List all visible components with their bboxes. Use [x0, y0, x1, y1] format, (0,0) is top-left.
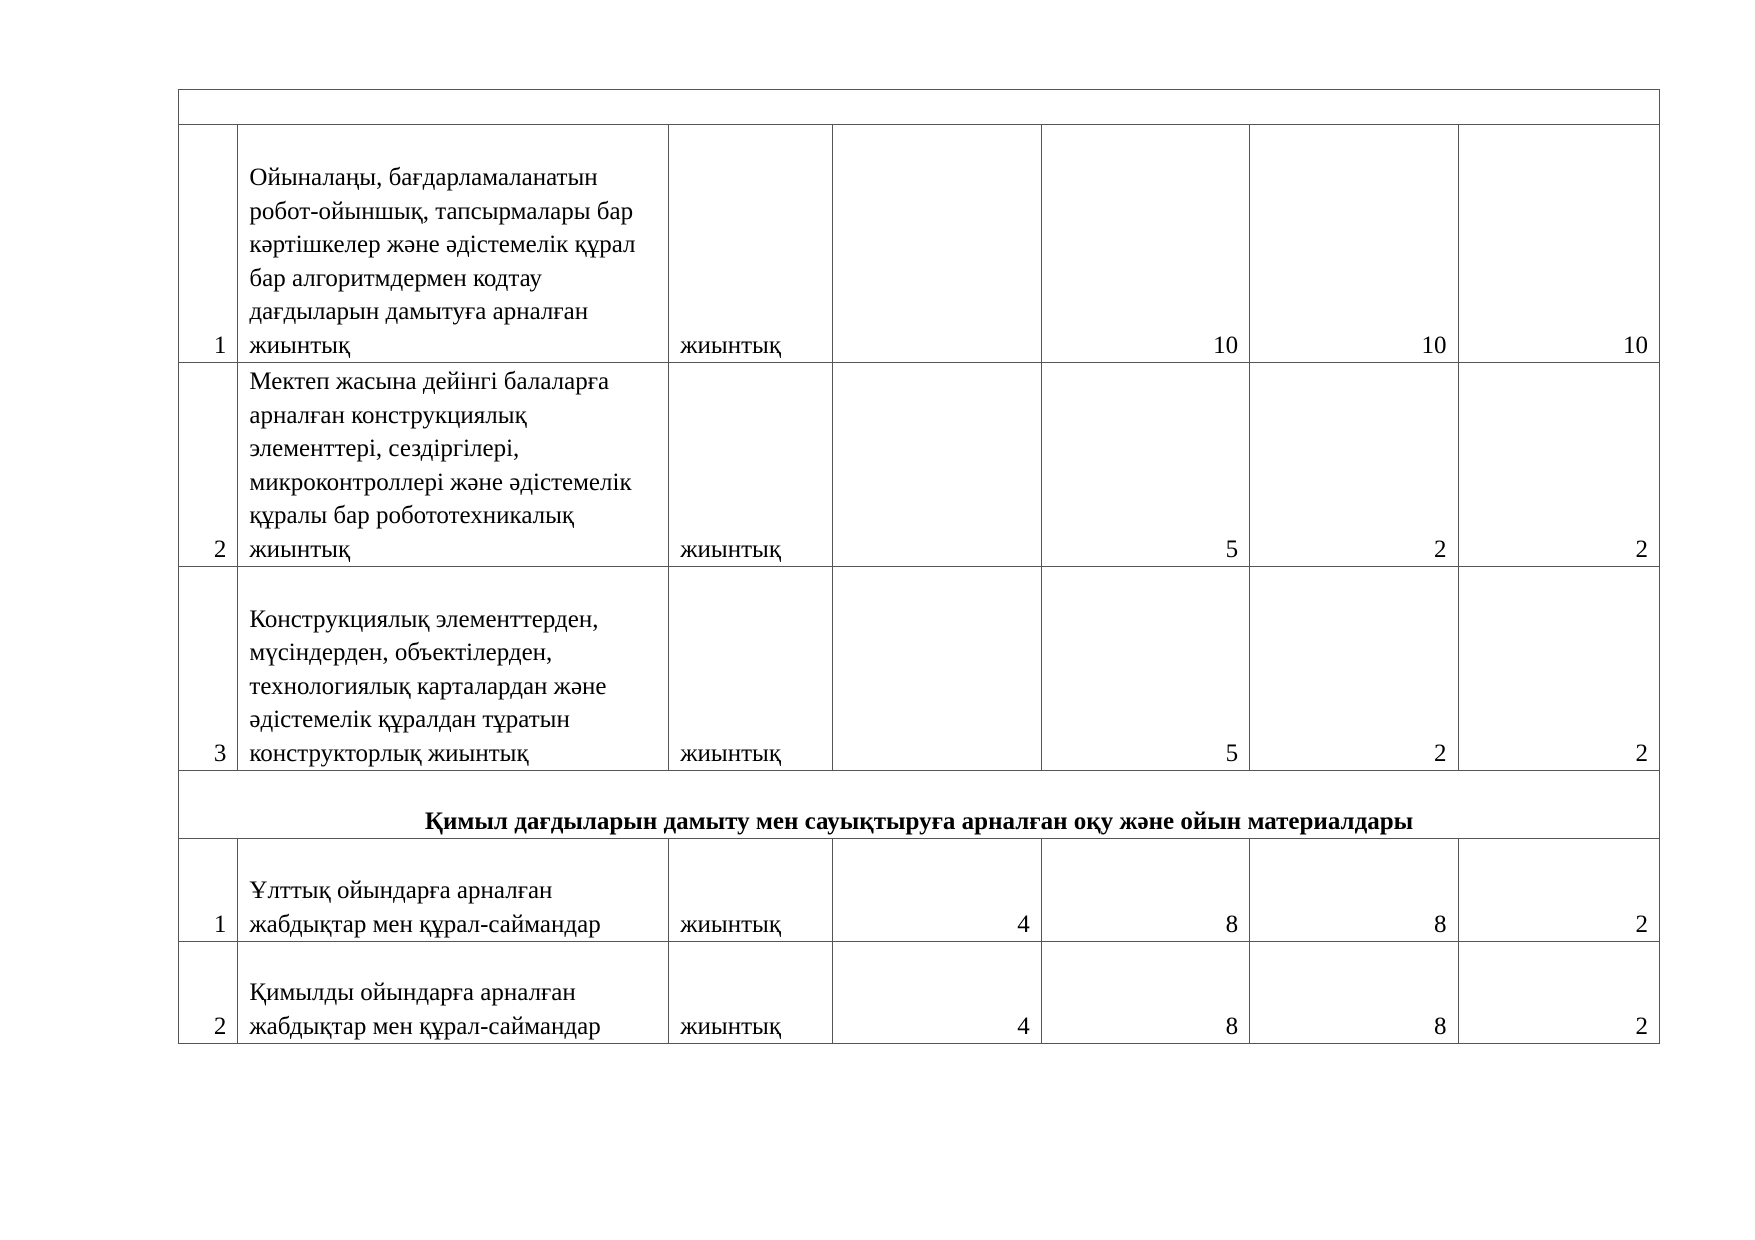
table-row [179, 363, 1660, 567]
item-name: Конструкциялық элементтерден, мүсіндерден, объектілерден, технологиялық карталардан және әдістемелік құралдан тұратын конструкторлық жиынтық [238, 567, 669, 771]
header-blank-cell [179, 90, 1660, 125]
quantity-cell-4: 2 [1458, 942, 1659, 1044]
quantity-cell-1: 4 [833, 839, 1041, 942]
equipment-table [178, 89, 1660, 1044]
table-row [179, 125, 1660, 363]
quantity-cell-3: 2 [1250, 567, 1458, 771]
quantity-cell-1 [833, 567, 1041, 771]
quantity-cell-4: 2 [1458, 363, 1659, 567]
table-row [179, 942, 1660, 1044]
row-number: 1 [179, 839, 238, 942]
quantity-cell-2: 10 [1041, 125, 1249, 363]
item-name: Ойыналаңы, бағдарламаланатын робот-ойыншық, тапсырмалары бар кәртішкелер және әдістемелік құрал бар алгоритмдермен кодтау дағдыларын дамытуға арналған жиынтық [238, 125, 669, 363]
row-number: 2 [179, 942, 238, 1044]
quantity-cell-3: 8 [1250, 839, 1458, 942]
quantity-cell-4: 2 [1458, 839, 1659, 942]
table-row [179, 567, 1660, 771]
quantity-cell-3: 8 [1250, 942, 1458, 1044]
quantity-cell-4: 10 [1458, 125, 1659, 363]
item-unit: жиынтық [669, 125, 833, 363]
quantity-cell-4: 2 [1458, 567, 1659, 771]
item-unit: жиынтық [669, 839, 833, 942]
quantity-cell-2: 8 [1041, 942, 1249, 1044]
quantity-cell-1: 4 [833, 942, 1041, 1044]
section-title: Қимыл дағдыларын дамыту мен сауықтыруға арналған оқу және ойын материалдары [179, 771, 1660, 839]
quantity-cell-3: 2 [1250, 363, 1458, 567]
quantity-cell-3: 10 [1250, 125, 1458, 363]
quantity-cell-2: 8 [1041, 839, 1249, 942]
item-name: Ұлттық ойындарға арналған жабдықтар мен құрал-саймандар [238, 839, 669, 942]
row-number: 1 [179, 125, 238, 363]
quantity-cell-1 [833, 363, 1041, 567]
item-unit: жиынтық [669, 363, 833, 567]
quantity-cell-2: 5 [1041, 363, 1249, 567]
table-row [179, 839, 1660, 942]
table-header-row [179, 90, 1660, 125]
row-number: 2 [179, 363, 238, 567]
quantity-cell-1 [833, 125, 1041, 363]
item-unit: жиынтық [669, 567, 833, 771]
item-name: Мектеп жасына дейінгі балаларға арналған конструкциялық элементтері, сездіргілері, микроконтроллері және әдістемелік құралы бар робототехникалық жиынтық [238, 363, 669, 567]
item-name: Қимылды ойындарға арналған жабдықтар мен құрал-саймандар [238, 942, 669, 1044]
section-header-row [179, 771, 1660, 839]
row-number: 3 [179, 567, 238, 771]
item-unit: жиынтық [669, 942, 833, 1044]
quantity-cell-2: 5 [1041, 567, 1249, 771]
